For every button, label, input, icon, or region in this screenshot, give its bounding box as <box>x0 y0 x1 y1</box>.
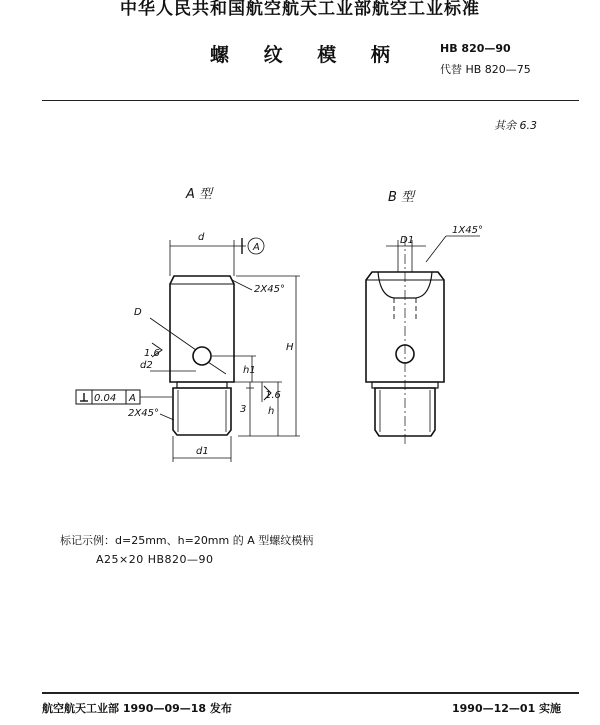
type-a-thread <box>173 388 231 435</box>
type-a-label: A 型 <box>186 187 213 202</box>
type-a-shank <box>170 276 234 382</box>
issuing-organization: 中华人民共和国航空航天工业部航空工业标准 <box>120 0 480 19</box>
dim-h: h <box>268 406 275 417</box>
chamfer-b-top: 1X45° <box>452 225 483 236</box>
dim-h1: h1 <box>243 365 256 376</box>
tolerance-value: 0.04 <box>94 393 117 404</box>
type-a-neck <box>177 382 227 388</box>
type-a-dimensions <box>140 238 300 462</box>
dim-d: d <box>198 232 205 243</box>
dim-d2: d2 <box>140 360 153 371</box>
roughness-rest-note: 其余 6.3 <box>494 119 537 132</box>
dim-D: D <box>134 307 142 318</box>
dim-d1: d1 <box>196 446 209 457</box>
standard-number: HB 820—90 <box>440 42 511 55</box>
tolerance-datum: A <box>129 393 136 404</box>
marking-example-line: 标记示例：d=25mm、h=20mm 的 A 型螺纹模柄 <box>60 534 314 547</box>
dim-H: H <box>286 342 294 353</box>
dim-3: 3 <box>240 404 247 415</box>
datum-letter: A <box>253 242 260 253</box>
marking-example-code: A25×20 HB820—90 <box>96 553 214 566</box>
roughness-side: 1.6 <box>144 348 160 359</box>
document-title: 螺 纹 模 柄 <box>210 44 404 66</box>
replaces-standard: 代替 HB 820—75 <box>440 63 531 76</box>
dim-D1: D1 <box>400 235 415 246</box>
issue-date: 航空航天工业部 1990—09—18 发布 <box>42 702 232 715</box>
chamfer-a-thread: 2X45° <box>128 408 159 419</box>
type-b-part <box>366 236 480 446</box>
type-b-label: B 型 <box>388 190 415 205</box>
footer-rule <box>42 692 579 694</box>
roughness-thread: 1.6 <box>265 390 281 401</box>
type-a-part <box>170 276 234 435</box>
implementation-date: 1990—12—01 实施 <box>452 702 562 715</box>
chamfer-a-top: 2X45° <box>254 284 285 295</box>
